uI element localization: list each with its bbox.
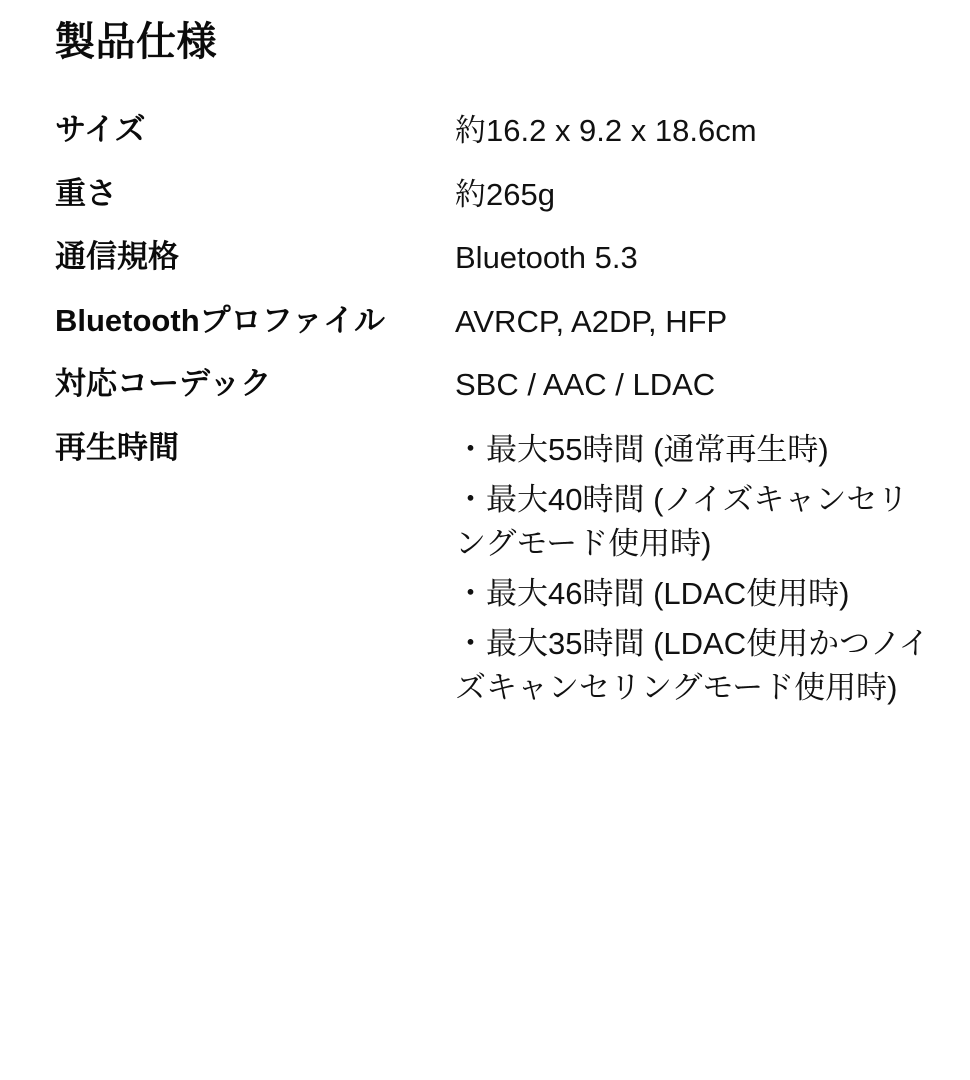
table-row	[52, 428, 930, 710]
table-row	[52, 301, 930, 365]
spec-value-codec: SBC / AAC / LDAC	[455, 367, 716, 403]
spec-label-size: サイズ	[55, 112, 146, 147]
list-item: ・最大46時間 (LDAC使用時)	[455, 575, 850, 611]
table-row	[52, 237, 930, 301]
spec-value-playback-time	[455, 428, 930, 710]
spec-label-bluetooth-profile: Bluetoothプロファイル	[55, 302, 386, 338]
list-item: ・最大40時間 (ノイズキャンセリングモード使用時)	[455, 481, 909, 561]
product-spec-table	[52, 110, 930, 710]
spec-label-weight: 重さ	[55, 175, 117, 211]
spec-label-codec: 対応コーデック	[55, 366, 272, 402]
list-item: ・最大55時間 (通常再生時)	[455, 431, 829, 467]
spec-label-communication-standard: 通信規格	[55, 239, 179, 275]
list-item: ・最大35時間 (LDAC使用かつノイズキャンセリングモード使用時)	[455, 625, 930, 705]
page-title: 製品仕様	[55, 20, 217, 64]
spec-value-weight: 約265g	[455, 176, 555, 212]
table-row	[52, 110, 930, 174]
table-row	[52, 364, 930, 428]
playback-time-list	[455, 428, 930, 710]
spec-value-size: 約16.2 x 9.2 x 18.6cm	[455, 113, 757, 148]
spec-value-bluetooth-profile: AVRCP, A2DP, HFP	[455, 303, 728, 339]
table-row	[52, 174, 930, 238]
spec-label-playback-time: 再生時間	[55, 429, 179, 465]
spec-value-communication-standard: Bluetooth 5.3	[455, 240, 638, 276]
